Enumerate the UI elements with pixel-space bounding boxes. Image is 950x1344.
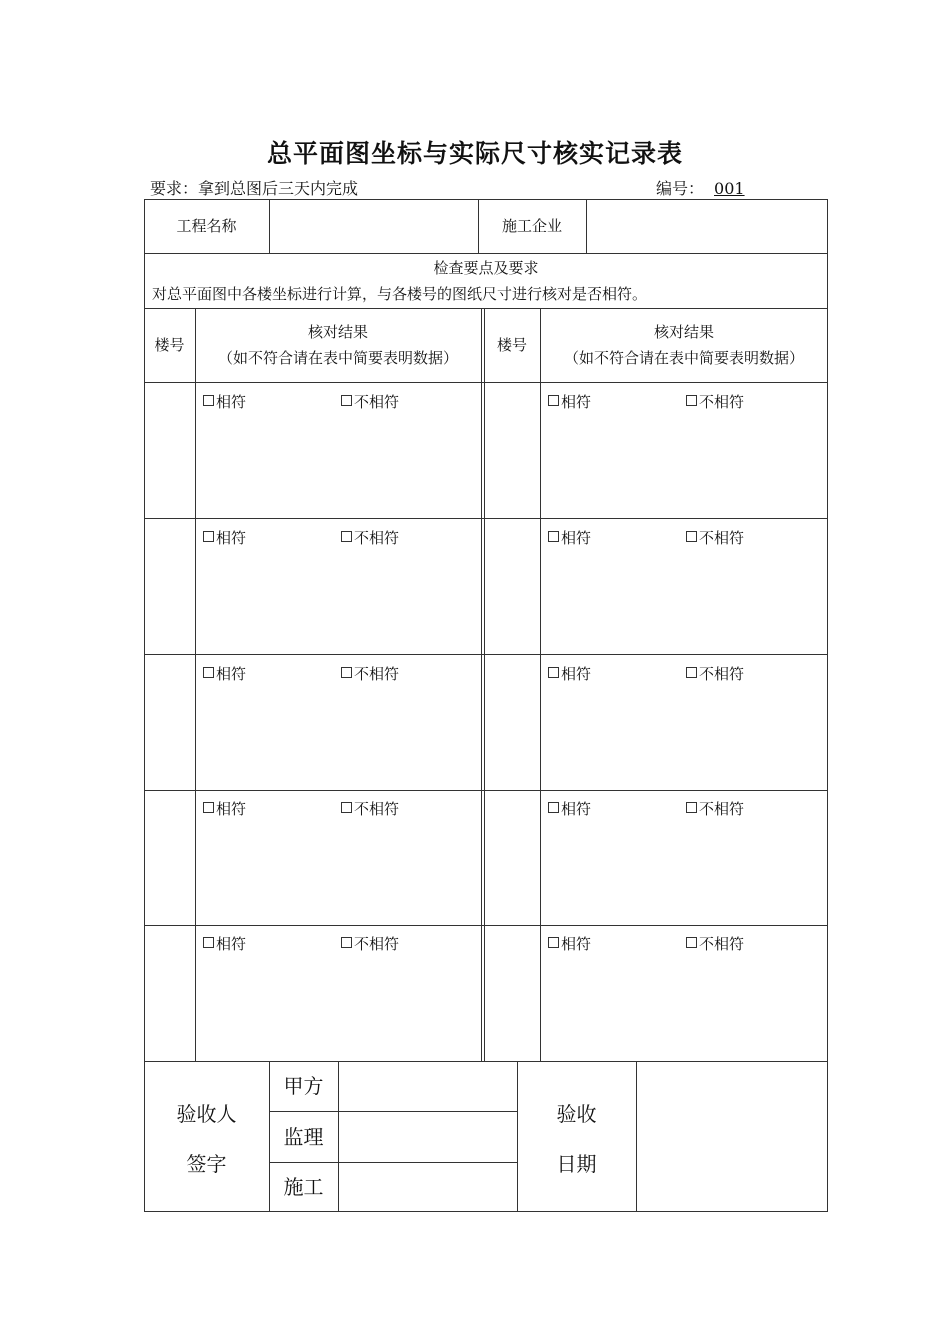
match-checkbox[interactable]: 相符: [203, 391, 246, 412]
match-checkbox[interactable]: 相符: [203, 527, 246, 548]
match-checkbox[interactable]: 相符: [548, 798, 591, 819]
signature-label-1: 验收人: [176, 1102, 237, 1126]
match-checkbox[interactable]: 相符: [548, 933, 591, 954]
checkbox-icon: [341, 937, 352, 948]
party-a-label: 甲方: [283, 1074, 324, 1098]
match-checkbox[interactable]: 相符: [203, 663, 246, 684]
nomatch-checkbox[interactable]: 不相符: [341, 663, 399, 684]
match-checkbox[interactable]: 相符: [203, 798, 246, 819]
checkbox-icon: [203, 667, 214, 678]
match-checkbox[interactable]: 相符: [548, 391, 591, 412]
result-note-left: （如不符合请在表中简要表明数据）: [217, 349, 458, 367]
nomatch-checkbox[interactable]: 不相符: [341, 527, 399, 548]
nomatch-checkbox[interactable]: 不相符: [686, 391, 744, 412]
checkbox-icon: [686, 531, 697, 542]
check-title: 检查要点及要求: [433, 259, 539, 277]
construction-signature-field[interactable]: [338, 1162, 517, 1212]
nomatch-checkbox[interactable]: 不相符: [686, 933, 744, 954]
number-value: 001: [714, 179, 745, 198]
building-label-right: 楼号: [496, 336, 527, 354]
check-text: 对总平面图中各楼坐标进行计算，与各楼号的图纸尺寸进行核对是否相符。: [152, 285, 648, 303]
checkbox-icon: [341, 667, 352, 678]
contractor-label: 施工企业: [501, 217, 562, 235]
checkbox-icon: [203, 531, 214, 542]
form-number: [656, 176, 747, 199]
checkbox-icon: [548, 395, 559, 406]
nomatch-checkbox[interactable]: 不相符: [686, 527, 744, 548]
signature-label-2: 签字: [186, 1152, 227, 1176]
construction-label: 施工: [283, 1175, 324, 1199]
accept-date-field[interactable]: [636, 1061, 828, 1212]
checkbox-icon: [341, 531, 352, 542]
match-checkbox[interactable]: 相符: [203, 933, 246, 954]
supervisor-signature-field[interactable]: [338, 1111, 517, 1162]
checkbox-icon: [548, 531, 559, 542]
document-title: 总平面图坐标与实际尺寸核实记录表: [266, 139, 683, 168]
nomatch-checkbox[interactable]: 不相符: [686, 798, 744, 819]
building-label-left: 楼号: [154, 336, 185, 354]
accept-label-2: 日期: [556, 1152, 597, 1176]
checkbox-icon: [341, 802, 352, 813]
nomatch-checkbox[interactable]: 不相符: [341, 391, 399, 412]
party-a-signature-field[interactable]: [338, 1061, 517, 1111]
project-name-field[interactable]: [269, 199, 478, 253]
result-label-right: 核对结果: [653, 323, 714, 341]
checkbox-icon: [548, 802, 559, 813]
nomatch-checkbox[interactable]: 不相符: [341, 933, 399, 954]
checkbox-icon: [686, 802, 697, 813]
match-checkbox[interactable]: 相符: [548, 663, 591, 684]
checkbox-icon: [203, 802, 214, 813]
checkbox-icon: [341, 395, 352, 406]
checkbox-icon: [686, 667, 697, 678]
contractor-field[interactable]: [586, 199, 828, 253]
match-checkbox[interactable]: 相符: [548, 527, 591, 548]
checkbox-icon: [203, 937, 214, 948]
checkbox-icon: [203, 395, 214, 406]
accept-label-1: 验收: [556, 1102, 597, 1126]
checkbox-icon: [686, 395, 697, 406]
result-label-left: 核对结果: [307, 323, 368, 341]
checkbox-icon: [548, 937, 559, 948]
supervisor-label: 监理: [283, 1124, 324, 1149]
number-label: 编号：: [656, 179, 705, 198]
result-note-right: （如不符合请在表中简要表明数据）: [563, 349, 804, 367]
requirement-text: 要求：拿到总图后三天内完成: [150, 179, 359, 198]
project-name-label: 工程名称: [176, 217, 237, 235]
nomatch-checkbox[interactable]: 不相符: [686, 663, 744, 684]
nomatch-checkbox[interactable]: 不相符: [341, 798, 399, 819]
checkbox-icon: [686, 937, 697, 948]
checkbox-icon: [548, 667, 559, 678]
